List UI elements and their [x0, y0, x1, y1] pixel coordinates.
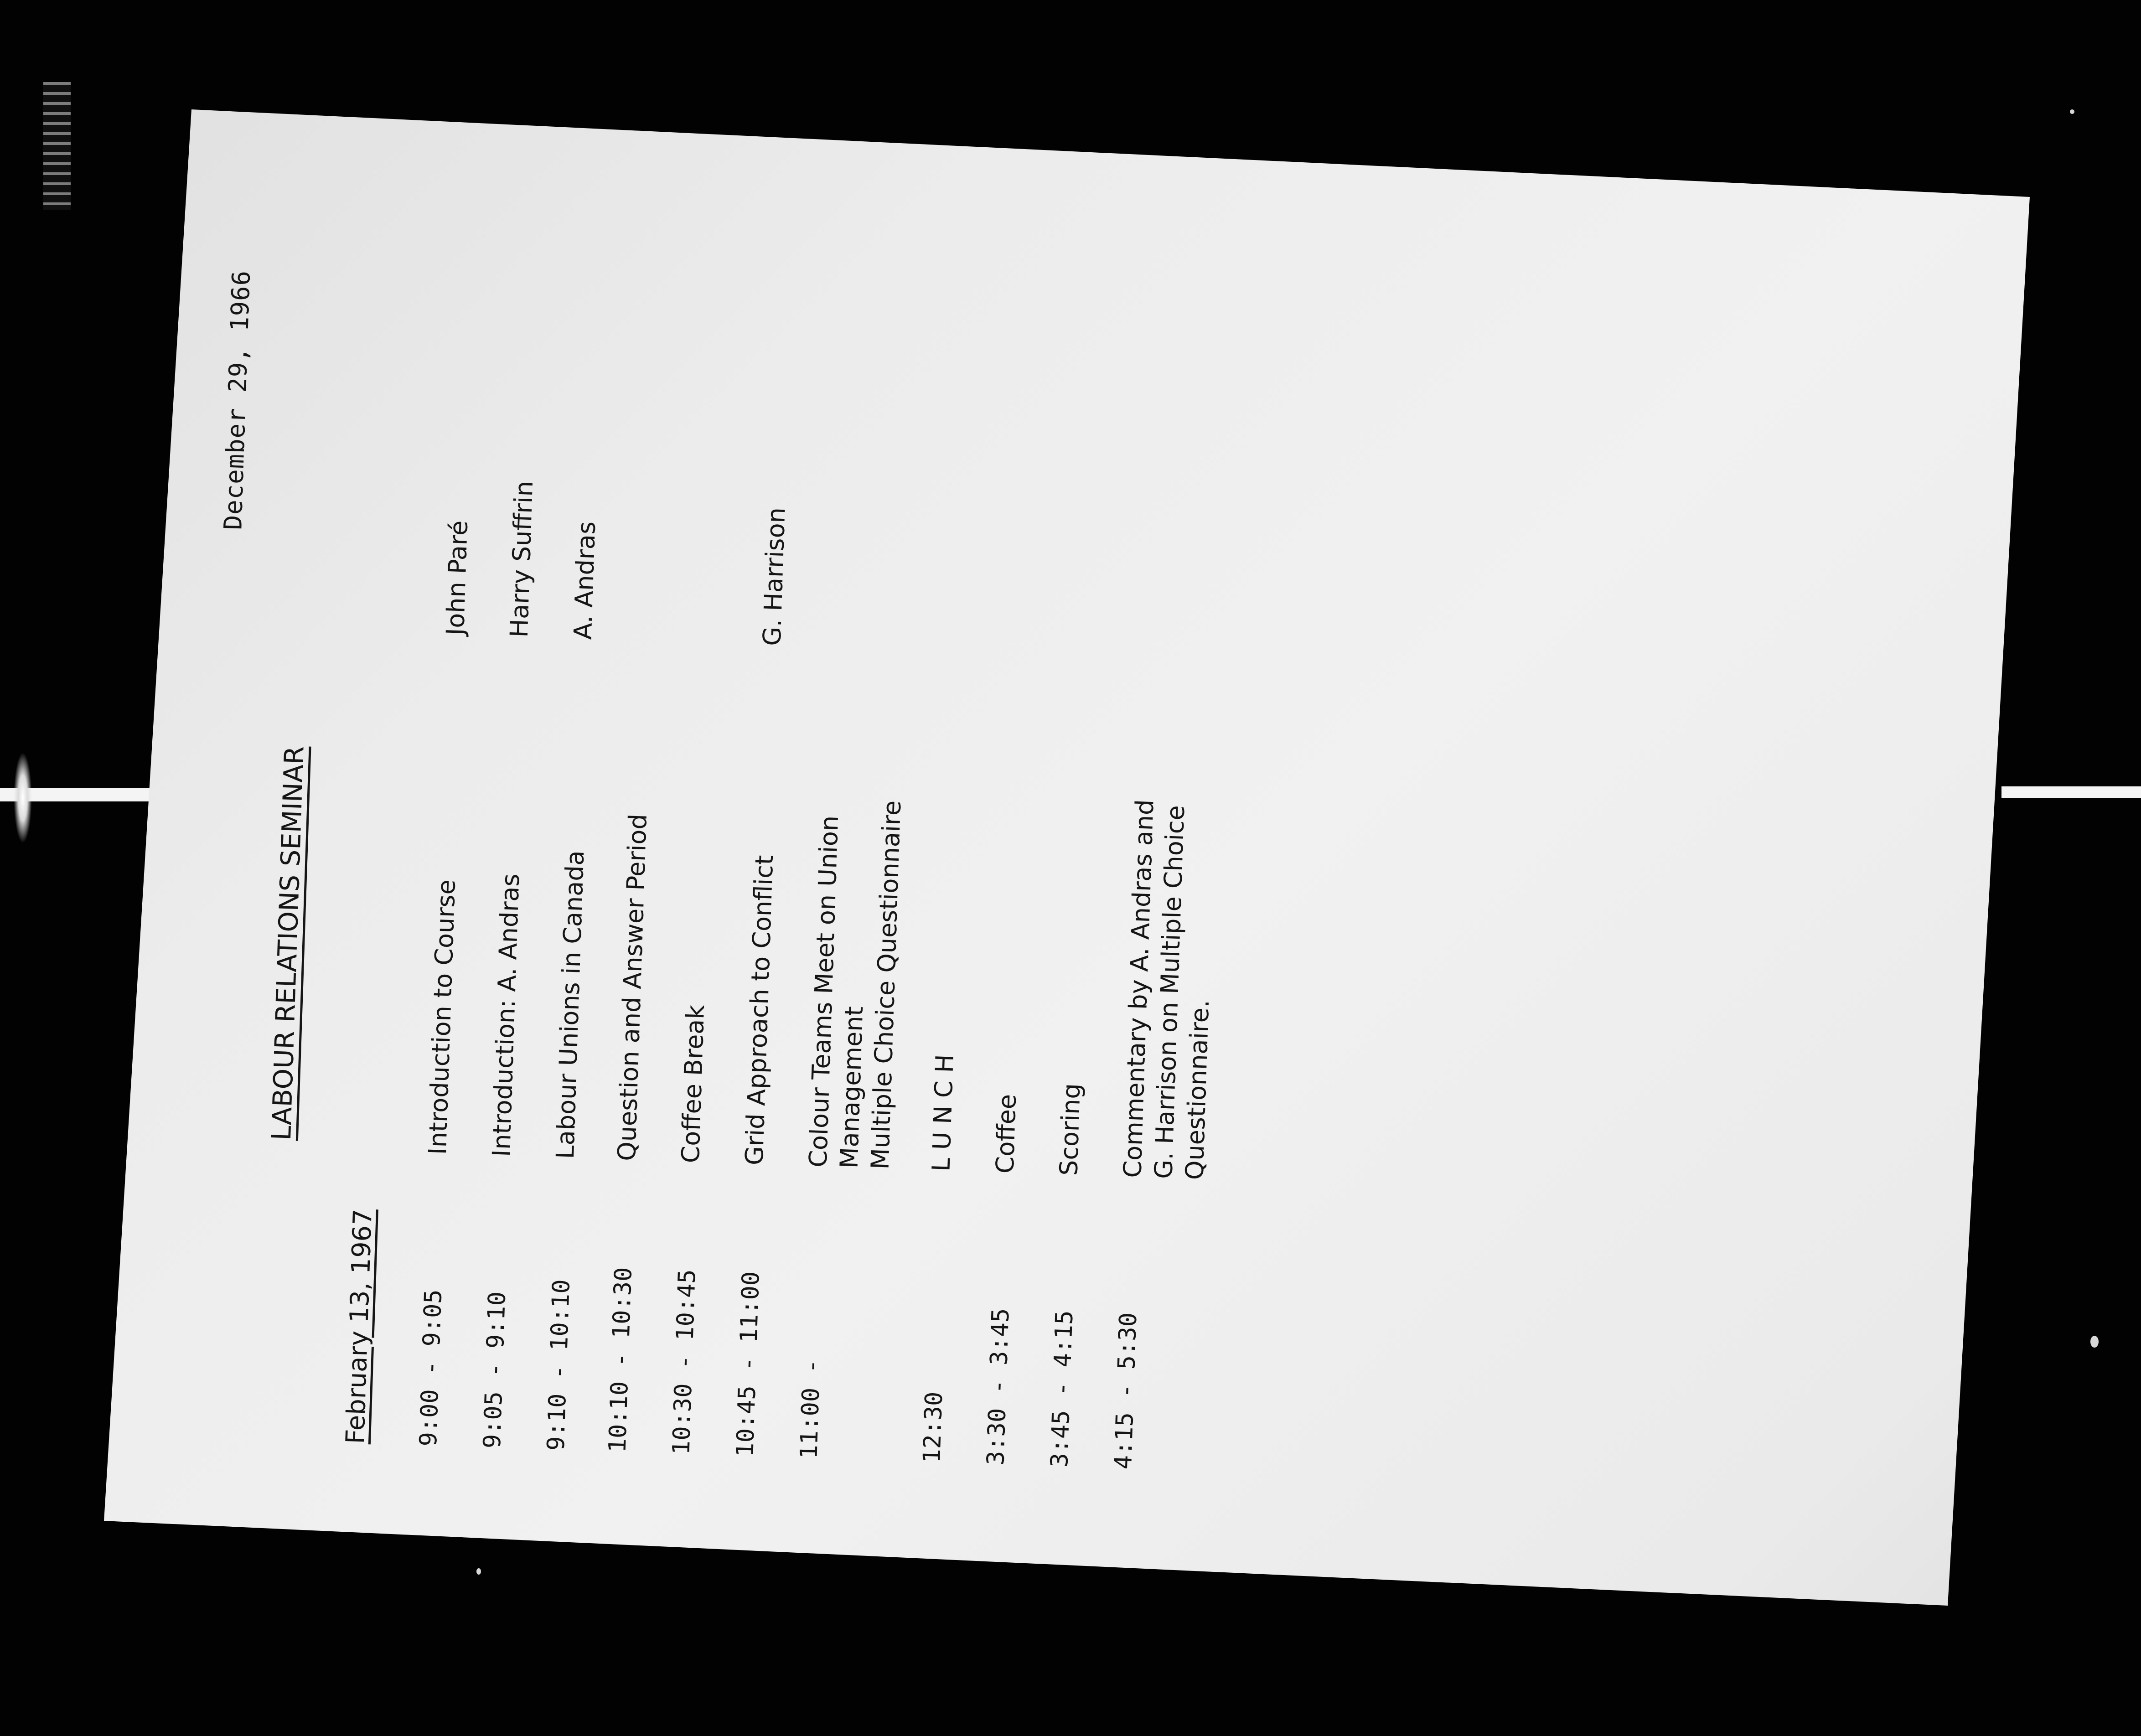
activity-line: G. Harrison on Multiple Choice: [1149, 805, 1190, 1179]
activity-line: Management: [834, 1006, 869, 1169]
schedule-activity: [1117, 799, 1222, 1180]
activity-line: Grid Approach to Conflict: [740, 854, 779, 1166]
film-flare: [14, 752, 32, 843]
activity-line: Introduction to Course: [423, 879, 461, 1155]
activity-line: Scoring: [1054, 1083, 1086, 1176]
schedule-time: 9:00 - 9:05: [414, 1289, 448, 1447]
film-edge-marks: [43, 82, 71, 210]
activity-line: Commentary by A. Andras and: [1118, 799, 1159, 1178]
schedule-time: 4:15 - 5:30: [1109, 1312, 1143, 1470]
schedule-time: 10:10 - 10:30: [604, 1266, 638, 1453]
schedule-activity: [989, 1094, 1023, 1174]
dust-speck: [2070, 109, 2074, 114]
activity-line: Questionnaire.: [1180, 999, 1215, 1181]
dust-speck: [2090, 1336, 2099, 1348]
schedule-time: 12:30: [918, 1391, 948, 1464]
schedule-speaker: G. Harrison: [757, 506, 791, 646]
schedule-speaker: Harry Suffrin: [504, 480, 539, 638]
schedule-time: 9:05 - 9:10: [478, 1291, 512, 1449]
activity-line: Introduction: A. Andras: [486, 873, 525, 1157]
activity-line: Multiple Choice Questionnaire: [865, 800, 907, 1170]
activity-line: Coffee Break: [676, 1004, 710, 1164]
activity-line: Coffee: [990, 1093, 1022, 1174]
schedule-time: 3:30 - 3:45: [982, 1307, 1015, 1466]
schedule-activity: [1053, 1083, 1087, 1176]
schedule-activity: [675, 1004, 711, 1163]
film-streak-right: [2001, 786, 2141, 798]
schedule-speaker: A. Andras: [568, 521, 601, 640]
schedule-activity: [803, 798, 908, 1170]
schedule-time: 3:45 - 4:15: [1046, 1310, 1079, 1468]
dust-speck: [476, 1568, 481, 1575]
schedule-time: 10:30 - 10:45: [667, 1269, 701, 1455]
document-date: December 29, 1966: [218, 269, 256, 531]
activity-line: Labour Unions in Canada: [550, 850, 590, 1160]
activity-line: Question and Answer Period: [612, 813, 653, 1162]
seminar-schedule-page: [218, 256, 1388, 1477]
activity-line: L U N C H: [926, 1054, 959, 1172]
schedule-time: 9:10 - 10:10: [542, 1279, 576, 1451]
session-date: February 13, 1967: [340, 1209, 378, 1445]
activity-line: Colour Teams Meet on Union: [803, 815, 844, 1168]
schedule-speaker: John Paré: [440, 520, 474, 636]
schedule-time: 11:00 -: [795, 1359, 826, 1460]
schedule-activity: [926, 1054, 960, 1172]
page-title: LABOUR RELATIONS SEMINAR: [265, 745, 310, 1141]
schedule-time: 10:45 - 11:00: [731, 1271, 765, 1457]
schedule-activity: [422, 879, 462, 1155]
